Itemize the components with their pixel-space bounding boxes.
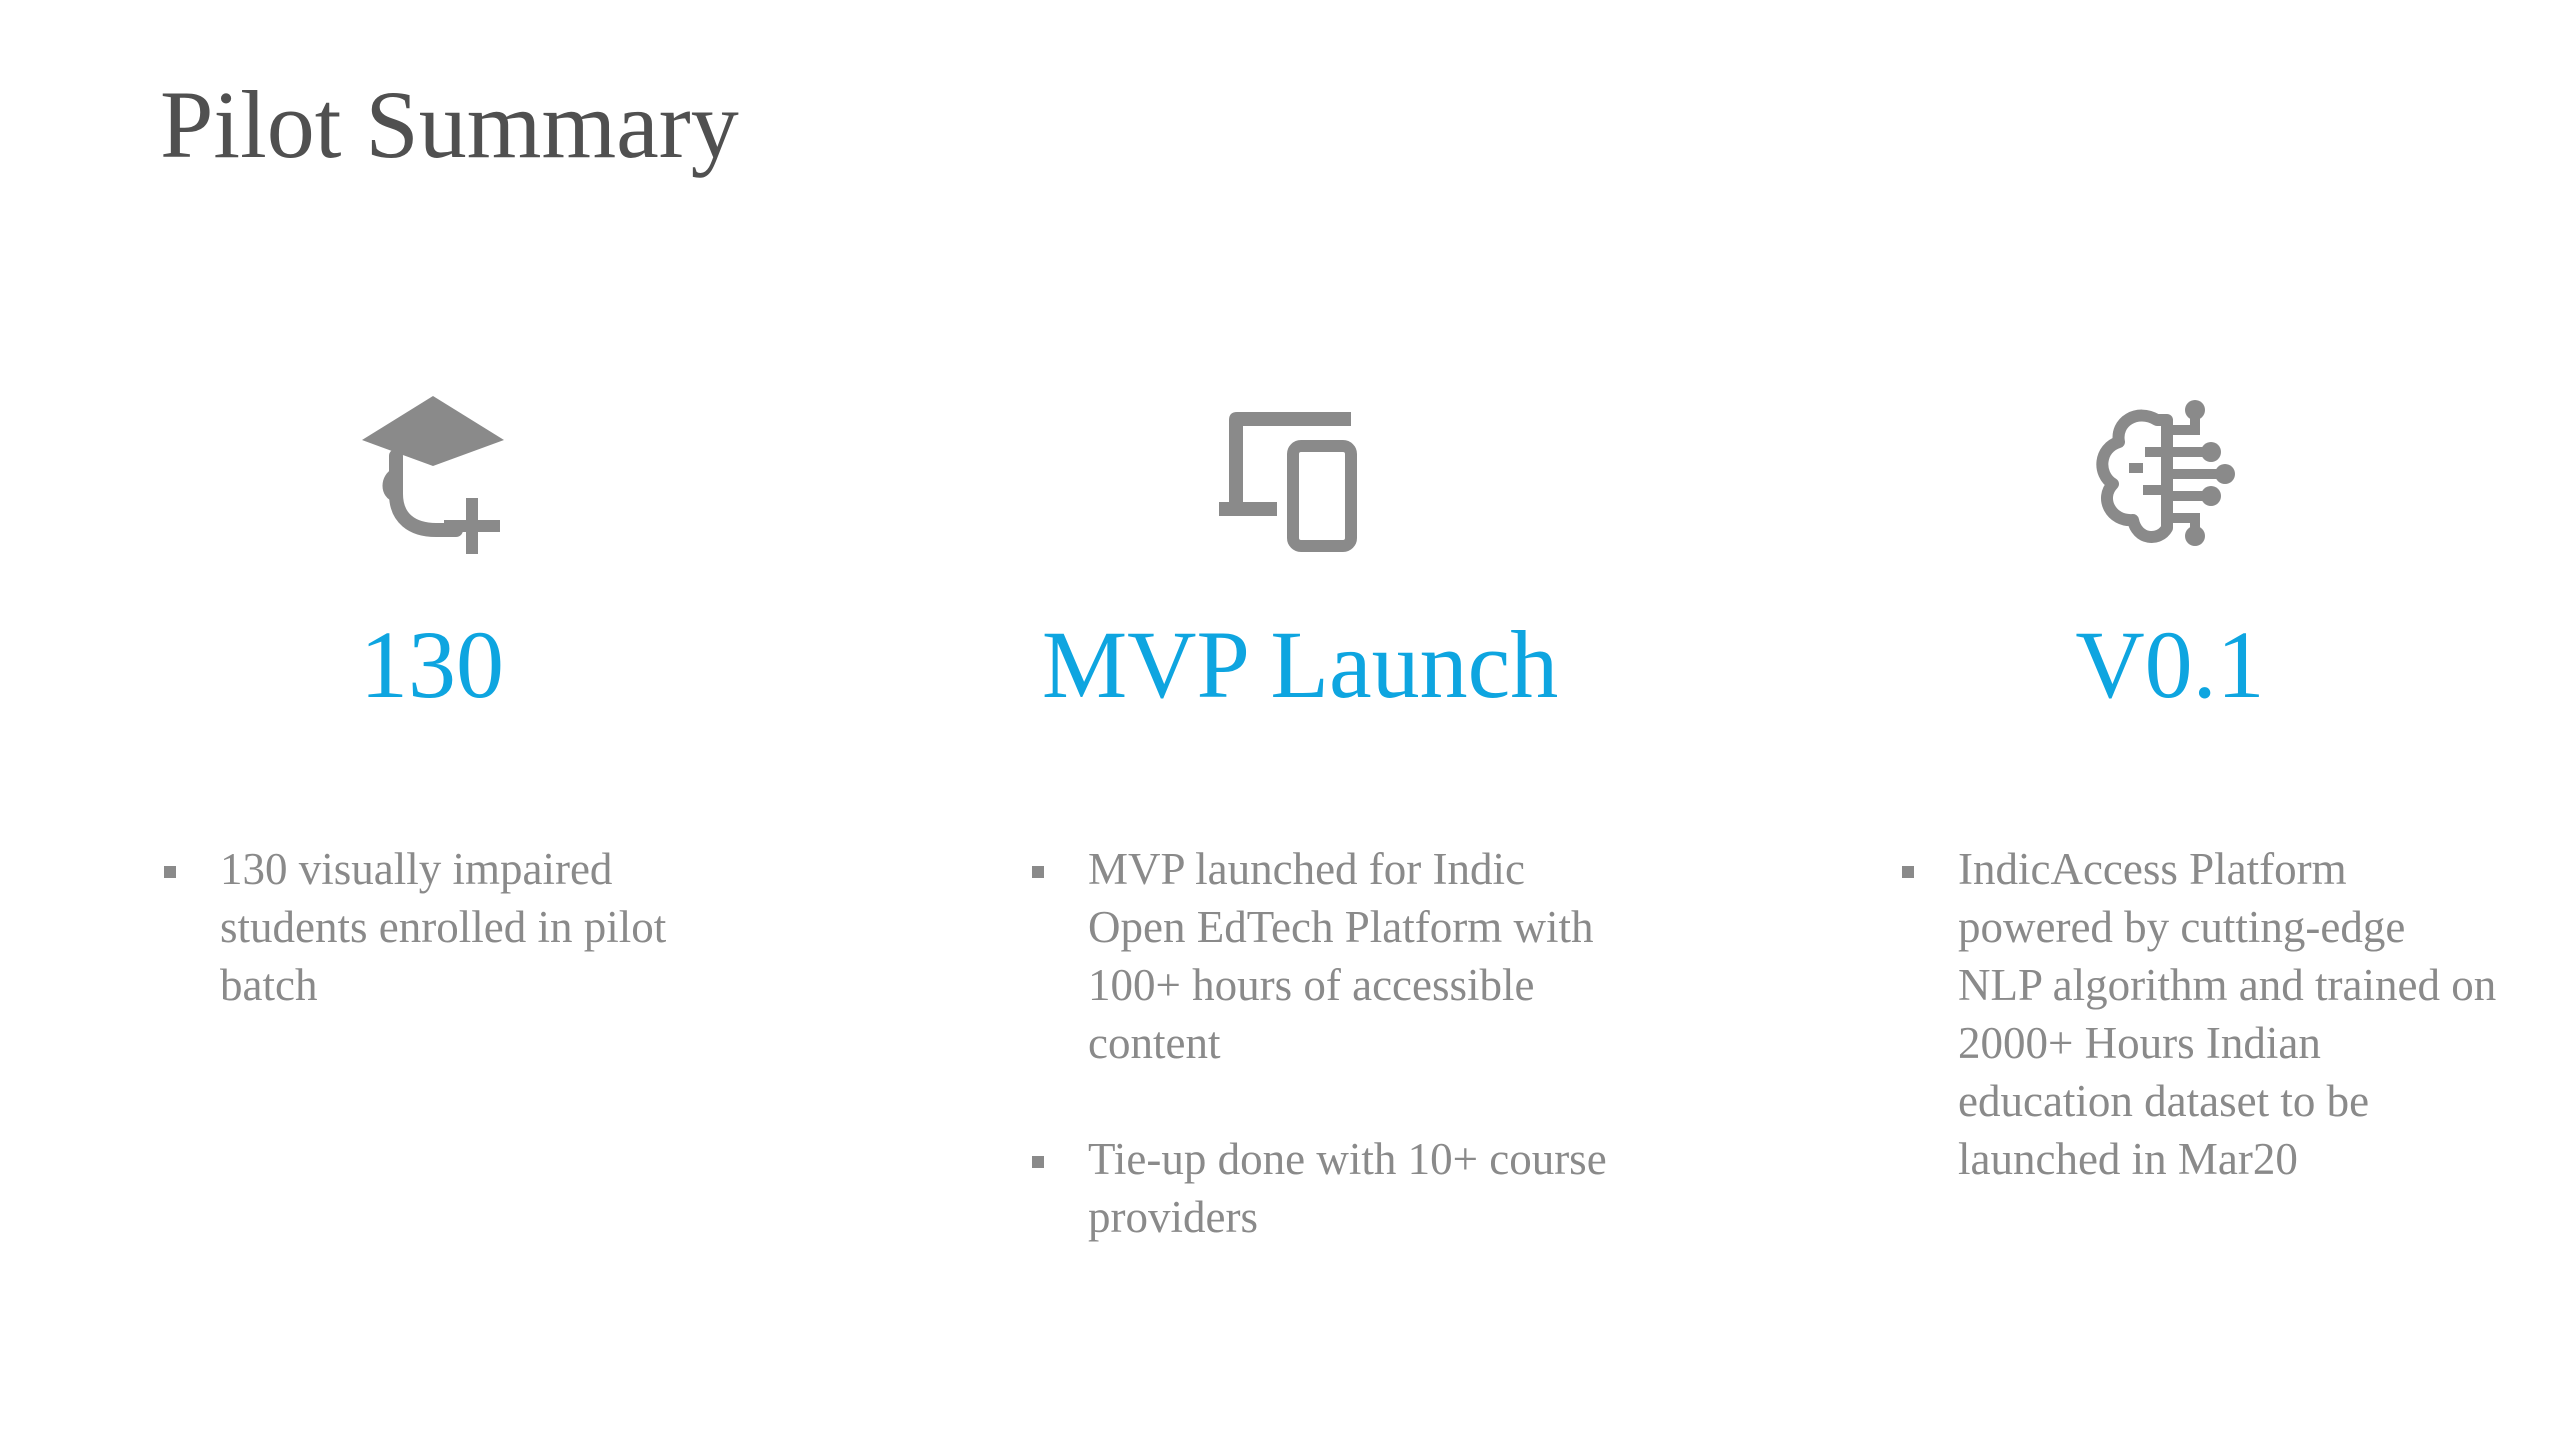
brain-circuit-icon [2085, 390, 2255, 560]
graduation-cap-person-add-icon [348, 390, 518, 560]
bullet-list-students [160, 840, 760, 1072]
headline-version: V0.1 [2075, 611, 2265, 718]
devices-icon [1205, 390, 1375, 560]
list-item: 130 visually impaired students enrolled in pilot batch [160, 840, 760, 1014]
slide-title: Pilot Summary [160, 71, 739, 178]
list-item: MVP launched for Indic Open EdTech Platform with 100+ hours of accessible content [1028, 840, 1628, 1072]
list-item: IndicAccess Platform powered by cutting-edge NLP algorithm and trained on 2000+ Hours Indian education dataset to be launched in Mar20 [1898, 840, 2498, 1188]
headline-mvp: MVP Launch [1041, 611, 1559, 718]
bullet-list-mvp [1028, 840, 1628, 1304]
bullet-list-version [1898, 840, 2498, 1246]
headline-students: 130 [360, 611, 504, 718]
list-item: Tie-up done with 10+ course providers [1028, 1130, 1628, 1246]
